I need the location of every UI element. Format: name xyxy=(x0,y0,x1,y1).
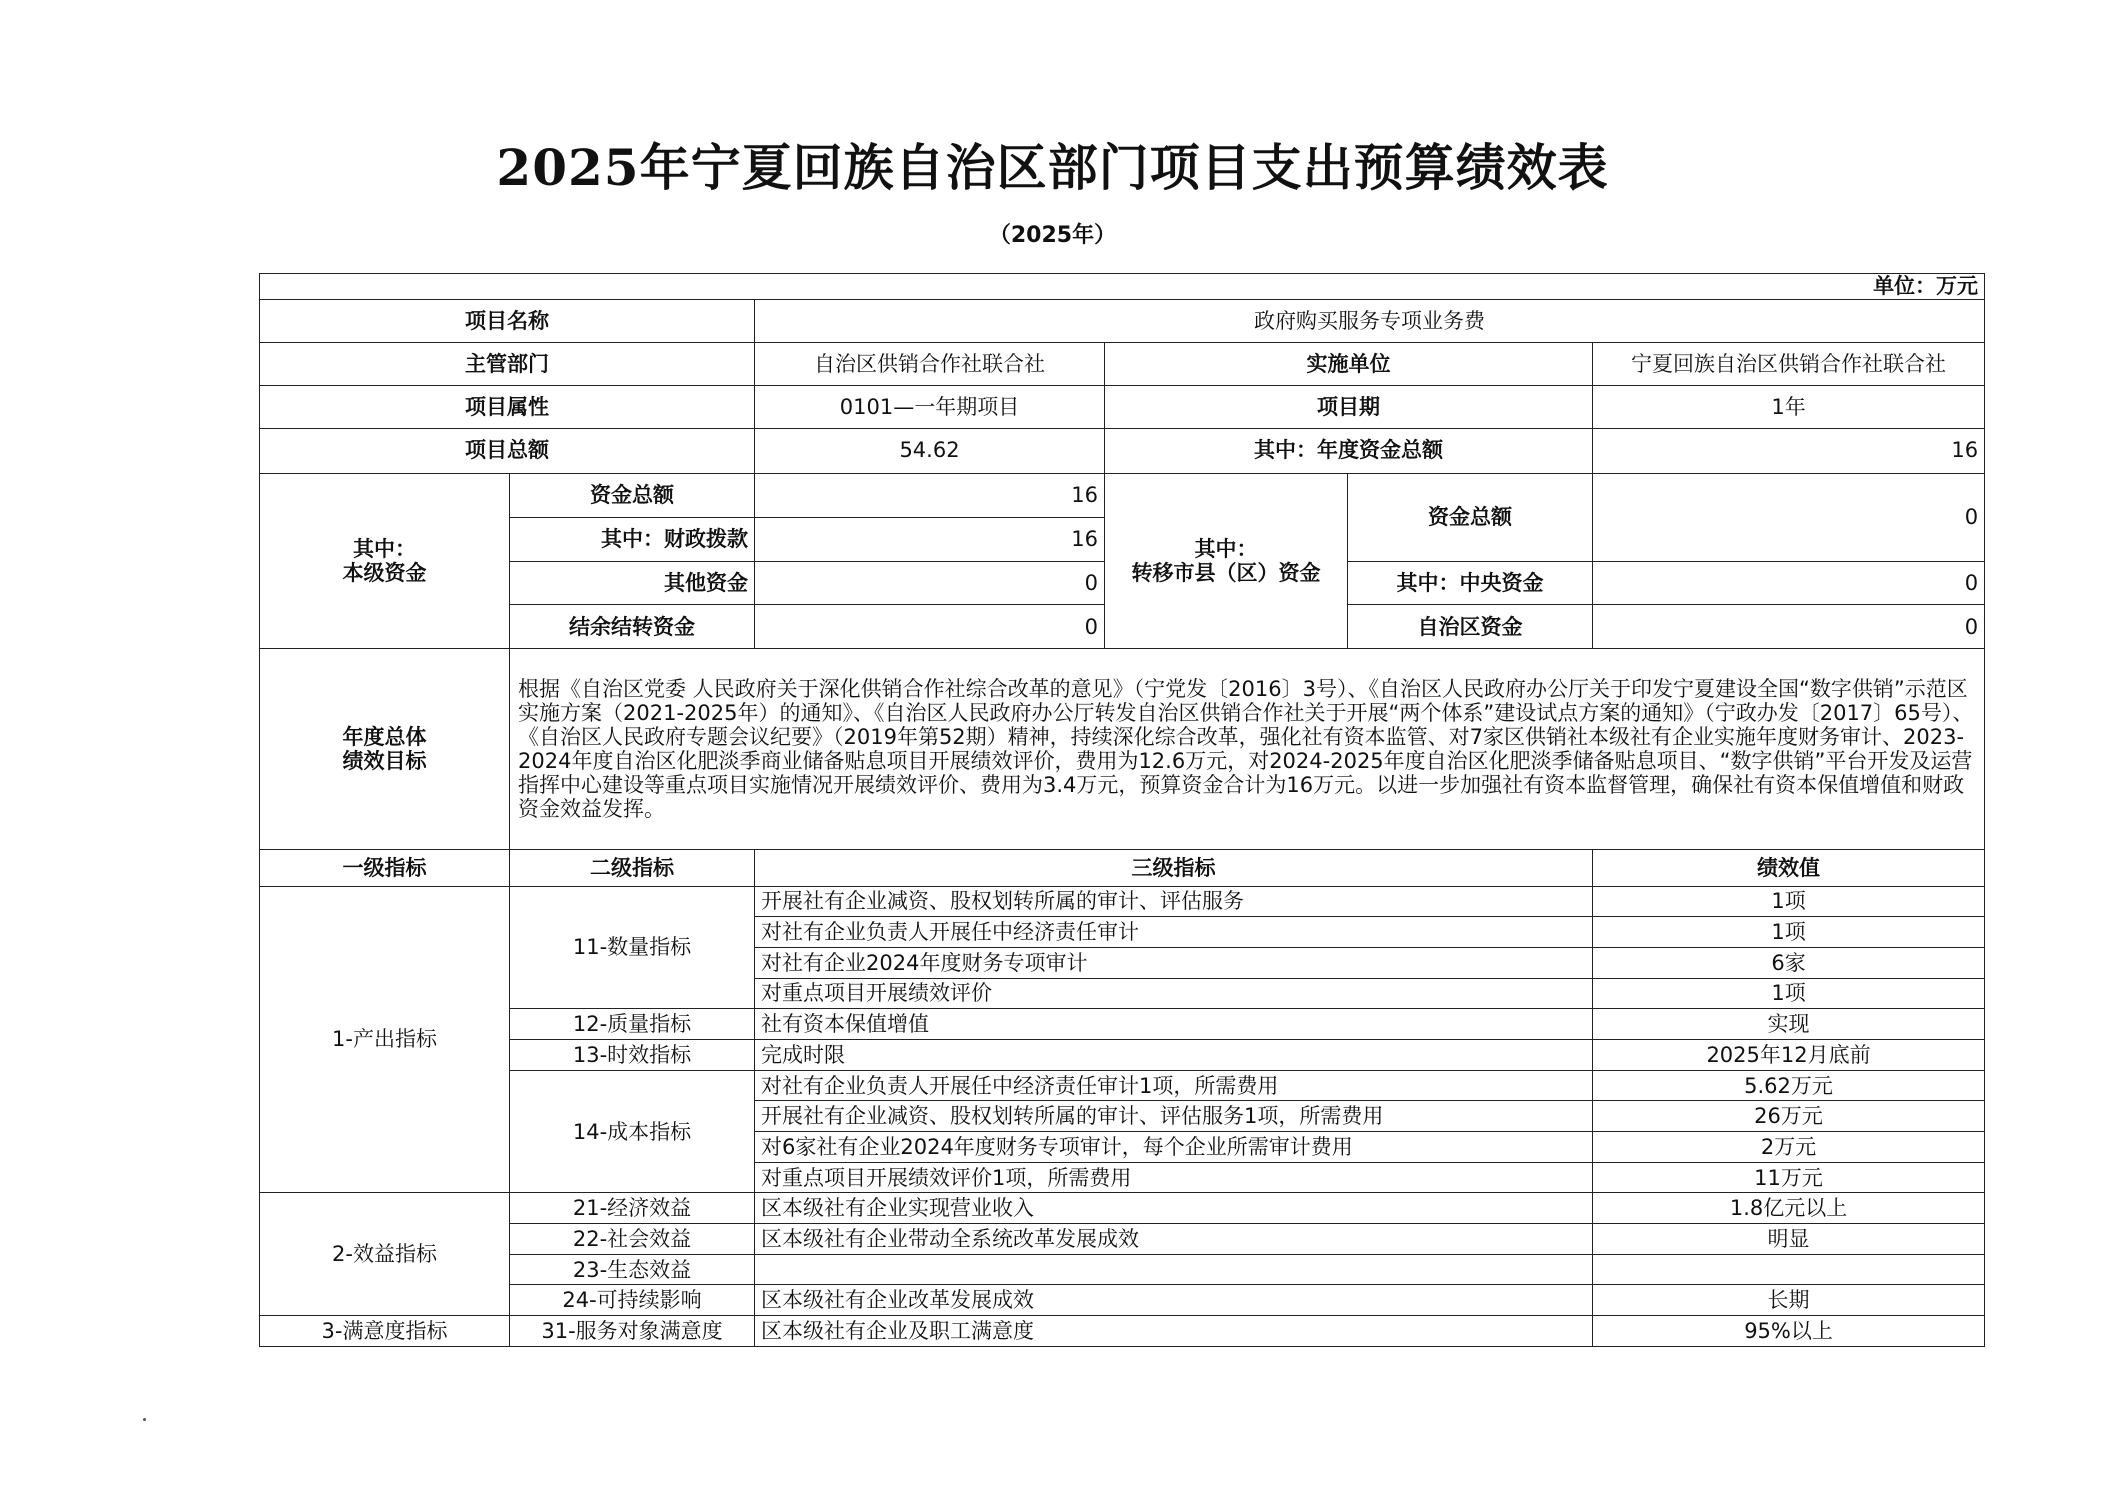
indicator-row-label: 区本级社有企业带动全系统改革发展成效 xyxy=(755,1224,1593,1255)
indicator-row-value: 11万元 xyxy=(1593,1162,1985,1193)
page-subtitle: （2025年） xyxy=(988,223,1117,248)
transfer-total-value: 0 xyxy=(1593,473,1985,561)
indicator-level2-service: 31-服务对象满意度 xyxy=(510,1316,755,1347)
region-funds-label: 自治区资金 xyxy=(1348,605,1593,649)
indicator-row-label: 区本级社有企业及职工满意度 xyxy=(755,1316,1593,1347)
indicator-level2-quality: 12-质量指标 xyxy=(510,1009,755,1040)
dept-label: 主管部门 xyxy=(260,342,755,385)
carryover-funds-value: 0 xyxy=(755,605,1105,649)
indicator-level1-output: 1-产出指标 xyxy=(260,886,510,1193)
indicator-row-label: 对社有企业2024年度财务专项审计 xyxy=(755,948,1593,979)
indicator-row-value: 1项 xyxy=(1593,886,1985,917)
indicator-row-value: 95%以上 xyxy=(1593,1316,1985,1347)
fiscal-allocation-value: 16 xyxy=(755,517,1105,561)
indicator-level2-cost: 14-成本指标 xyxy=(510,1070,755,1193)
carryover-funds-label: 结余结转资金 xyxy=(510,605,755,649)
central-funds-value: 0 xyxy=(1593,561,1985,605)
indicator-row-value: 2万元 xyxy=(1593,1132,1985,1163)
indicator-row-label: 对6家社有企业2024年度财务专项审计，每个企业所需审计费用 xyxy=(755,1132,1593,1163)
local-total-label: 资金总额 xyxy=(510,473,755,517)
indicator-level2-sustainable: 24-可持续影响 xyxy=(510,1285,755,1316)
indicator-row-value: 长期 xyxy=(1593,1285,1985,1316)
transfer-funds-label-line2: 转移市县（区）资金 xyxy=(1131,561,1321,585)
impl-unit-label: 实施单位 xyxy=(1105,342,1593,385)
local-funds-label-line2: 本级资金 xyxy=(342,561,427,585)
project-attr-value: 0101—一年期项目 xyxy=(755,385,1105,428)
indicator-row-value: 26万元 xyxy=(1593,1101,1985,1132)
indicator-row-value: 实现 xyxy=(1593,1009,1985,1040)
indicator-row-label: 对重点项目开展绩效评价 xyxy=(755,978,1593,1009)
project-name-label: 项目名称 xyxy=(260,299,755,342)
transfer-total-label: 资金总额 xyxy=(1348,473,1593,561)
indicator-row-label: 区本级社有企业改革发展成效 xyxy=(755,1285,1593,1316)
indicator-row-label: 完成时限 xyxy=(755,1040,1593,1071)
annual-goal-label-line2: 绩效目标 xyxy=(342,749,427,774)
transfer-funds-label-line1: 其中： xyxy=(1194,536,1258,561)
indicator-level1-benefit: 2-效益指标 xyxy=(260,1193,510,1316)
annual-total-value: 16 xyxy=(1593,428,1985,473)
indicator-row-value: 5.62万元 xyxy=(1593,1070,1985,1101)
project-total-value: 54.62 xyxy=(755,428,1105,473)
scan-speck xyxy=(143,1418,146,1421)
indicator-level2-ecological: 23-生态效益 xyxy=(510,1254,755,1285)
level1-header: 一级指标 xyxy=(260,849,510,886)
project-name-value: 政府购买服务专项业务费 xyxy=(755,299,1985,342)
indicator-row-value: 明显 xyxy=(1593,1224,1985,1255)
central-funds-label: 其中：中央资金 xyxy=(1348,561,1593,605)
indicator-row-label: 区本级社有企业实现营业收入 xyxy=(755,1193,1593,1224)
dept-value: 自治区供销合作社联合社 xyxy=(755,342,1105,385)
annual-goal-label-line1: 年度总体 xyxy=(342,725,427,750)
indicator-row-label: 开展社有企业减资、股权划转所属的审计、评估服务1项，所需费用 xyxy=(755,1101,1593,1132)
annual-goal-label xyxy=(260,649,510,849)
other-funds-value: 0 xyxy=(755,561,1105,605)
local-total-value: 16 xyxy=(755,473,1105,517)
indicator-level2-social: 22-社会效益 xyxy=(510,1224,755,1255)
project-period-label: 项目期 xyxy=(1105,385,1593,428)
page-title: 2025年宁夏回族自治区部门项目支出预算绩效表 xyxy=(496,138,1609,197)
level3-header: 三级指标 xyxy=(755,849,1593,886)
value-header: 绩效值 xyxy=(1593,849,1985,886)
indicator-row-value: 2025年12月底前 xyxy=(1593,1040,1985,1071)
indicator-row-label: 开展社有企业减资、股权划转所属的审计、评估服务 xyxy=(755,886,1593,917)
annual-total-label: 其中：年度资金总额 xyxy=(1105,428,1593,473)
transfer-funds-label xyxy=(1105,473,1348,649)
indicator-row-label: 对重点项目开展绩效评价1项，所需费用 xyxy=(755,1162,1593,1193)
indicator-row-label: 对社有企业负责人开展任中经济责任审计 xyxy=(755,917,1593,948)
indicator-level2-quantity: 11-数量指标 xyxy=(510,886,755,1009)
indicator-row-value xyxy=(1593,1254,1985,1285)
indicator-level2-time: 13-时效指标 xyxy=(510,1040,755,1071)
indicator-row-label: 社有资本保值增值 xyxy=(755,1009,1593,1040)
indicator-row-value: 6家 xyxy=(1593,948,1985,979)
project-attr-label: 项目属性 xyxy=(260,385,755,428)
indicator-row-value: 1项 xyxy=(1593,917,1985,948)
indicator-row-label: 对社有企业负责人开展任中经济责任审计1项，所需费用 xyxy=(755,1070,1593,1101)
region-funds-value: 0 xyxy=(1593,605,1985,649)
local-funds-label-line1: 其中： xyxy=(353,536,416,561)
fiscal-allocation-label: 其中：财政拨款 xyxy=(510,517,755,561)
other-funds-label: 其他资金 xyxy=(510,561,755,605)
indicator-row-value: 1.8亿元以上 xyxy=(1593,1193,1985,1224)
budget-performance-table xyxy=(259,273,1985,1347)
unit-label: 单位：万元 xyxy=(260,274,1985,300)
impl-unit-value: 宁夏回族自治区供销合作社联合社 xyxy=(1593,342,1985,385)
annual-goal-text: 根据《自治区党委 人民政府关于深化供销合作社综合改革的意见》（宁党发〔2016〕3号）、《自治区人民政府办公厅关于印发宁夏建设全国“数字供销”示范区实施方案（2021-2025年）的通知》、《自治区人民政府办公厅转发自治区供销合作社关于开展“两个体系”建设试点方案的通知》（宁政办发〔2017〕65号）、《自治区人民政府专题会议纪要》（2019年第52期）精神，持续深化综合改革，强化社有资本监管、对7家区供销社本级社有企业实施年度财务审计、2023-2024年度自治区化肥淡季商业储备贴息项目开展绩效评价，费用为12.6万元，对2024-2025年度自治区化肥淡季储备贴息项目、“数字供销”平台开发及运营指挥中心建设等重点项目实施情况开展绩效评价、费用为3.4万元，预算资金合计为16万元。以进一步加强社有资本监督管理，确保社有资本保值增值和财政资金效益发挥。 xyxy=(510,649,1985,849)
project-period-value: 1年 xyxy=(1593,385,1985,428)
indicator-row-label xyxy=(755,1254,1593,1285)
level2-header: 二级指标 xyxy=(510,849,755,886)
indicator-row-value: 1项 xyxy=(1593,978,1985,1009)
indicator-level1-satisfaction: 3-满意度指标 xyxy=(260,1316,510,1347)
project-total-label: 项目总额 xyxy=(260,428,755,473)
indicator-level2-economic: 21-经济效益 xyxy=(510,1193,755,1224)
local-funds-label xyxy=(260,473,510,649)
